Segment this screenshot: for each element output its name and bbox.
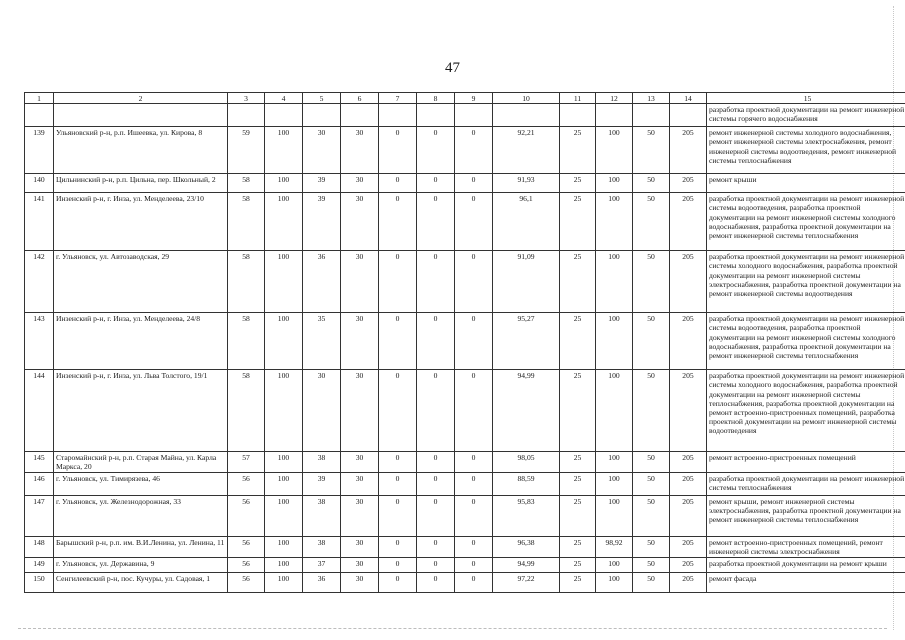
row-number-cell: 144 bbox=[25, 370, 54, 452]
works-cell: разработка проектной документации на ремонт инженерной системы холодного водоснабжения, разработка проектной документации на ремонт инженерной системы теплоснабжения, разработка проектной документации на ремонт встроенно-пристроенных помещений, разработка проектной документации на ремонт инженерной системы водоотведения bbox=[707, 370, 905, 452]
value-cell-c10 bbox=[493, 104, 560, 127]
row-number-cell: 139 bbox=[25, 127, 54, 174]
value-cell-c13: 50 bbox=[633, 572, 670, 592]
address-cell: г. Ульяновск, ул. Автозаводская, 29 bbox=[54, 251, 228, 313]
value-cell-c7 bbox=[379, 104, 417, 127]
table-row bbox=[25, 193, 905, 251]
value-cell-c14: 205 bbox=[670, 127, 707, 174]
value-cell-c14: 205 bbox=[670, 174, 707, 193]
address-cell: Барышский р-н, р.п. им. В.И.Ленина, ул. Ленина, 11 bbox=[54, 536, 228, 557]
value-cell-c11: 25 bbox=[560, 495, 596, 536]
column-number-2: 2 bbox=[54, 93, 228, 104]
address-cell: Инзенский р-н, г. Инза, ул. Менделеева, 24/8 bbox=[54, 313, 228, 370]
works-cell: разработка проектной документации на ремонт инженерной системы водоотведения, разработка проектной документации на ремонт инженерной системы холодного водоснабжения, разработка проектной документации на ремонт инженерной системы теплоснабжения bbox=[707, 313, 905, 370]
column-number-12: 12 bbox=[596, 93, 633, 104]
value-cell-c7: 0 bbox=[379, 174, 417, 193]
table-row bbox=[25, 536, 905, 557]
value-cell-c9: 0 bbox=[455, 251, 493, 313]
value-cell-c5: 36 bbox=[303, 572, 341, 592]
value-cell-c3: 56 bbox=[228, 572, 265, 592]
value-cell-c11: 25 bbox=[560, 472, 596, 495]
value-cell-c6 bbox=[341, 104, 379, 127]
row-number-cell: 148 bbox=[25, 536, 54, 557]
value-cell-c3: 58 bbox=[228, 193, 265, 251]
value-cell-c12 bbox=[596, 104, 633, 127]
value-cell-c6: 30 bbox=[341, 193, 379, 251]
address-cell bbox=[54, 104, 228, 127]
value-cell-c6: 30 bbox=[341, 174, 379, 193]
value-cell-c10: 97,22 bbox=[493, 572, 560, 592]
column-number-11: 11 bbox=[560, 93, 596, 104]
value-cell-c13: 50 bbox=[633, 193, 670, 251]
value-cell-c5: 30 bbox=[303, 127, 341, 174]
value-cell-c5: 35 bbox=[303, 313, 341, 370]
address-cell: Инзенский р-н, г. Инза, ул. Менделеева, 23/10 bbox=[54, 193, 228, 251]
value-cell-c13 bbox=[633, 104, 670, 127]
table-row bbox=[25, 127, 905, 174]
register-table bbox=[24, 92, 905, 593]
value-cell-c11: 25 bbox=[560, 536, 596, 557]
value-cell-c8: 0 bbox=[417, 572, 455, 592]
table-row bbox=[25, 452, 905, 472]
value-cell-c11: 25 bbox=[560, 174, 596, 193]
value-cell-c5: 36 bbox=[303, 251, 341, 313]
value-cell-c4: 100 bbox=[265, 370, 303, 452]
value-cell-c5: 39 bbox=[303, 174, 341, 193]
value-cell-c10: 98,05 bbox=[493, 452, 560, 472]
value-cell-c12: 100 bbox=[596, 193, 633, 251]
value-cell-c3: 56 bbox=[228, 536, 265, 557]
table-row bbox=[25, 174, 905, 193]
value-cell-c7: 0 bbox=[379, 313, 417, 370]
value-cell-c10: 88,59 bbox=[493, 472, 560, 495]
works-cell: ремонт встроенно-пристроенных помещений bbox=[707, 452, 905, 472]
value-cell-c5: 39 bbox=[303, 472, 341, 495]
value-cell-c12: 100 bbox=[596, 557, 633, 572]
value-cell-c10: 94,99 bbox=[493, 557, 560, 572]
row-number-cell: 142 bbox=[25, 251, 54, 313]
column-number-10: 10 bbox=[493, 93, 560, 104]
value-cell-c12: 100 bbox=[596, 174, 633, 193]
value-cell-c13: 50 bbox=[633, 495, 670, 536]
column-number-13: 13 bbox=[633, 93, 670, 104]
value-cell-c7: 0 bbox=[379, 370, 417, 452]
value-cell-c5: 30 bbox=[303, 370, 341, 452]
value-cell-c5: 37 bbox=[303, 557, 341, 572]
value-cell-c12: 100 bbox=[596, 452, 633, 472]
value-cell-c14: 205 bbox=[670, 472, 707, 495]
table-row bbox=[25, 370, 905, 452]
value-cell-c11: 25 bbox=[560, 572, 596, 592]
value-cell-c14: 205 bbox=[670, 536, 707, 557]
works-cell: ремонт фасада bbox=[707, 572, 905, 592]
value-cell-c11: 25 bbox=[560, 251, 596, 313]
value-cell-c9: 0 bbox=[455, 452, 493, 472]
value-cell-c6: 30 bbox=[341, 572, 379, 592]
works-cell: разработка проектной документации на ремонт инженерной системы теплоснабжения bbox=[707, 472, 905, 495]
value-cell-c11: 25 bbox=[560, 452, 596, 472]
value-cell-c6: 30 bbox=[341, 495, 379, 536]
value-cell-c8 bbox=[417, 104, 455, 127]
table-row bbox=[25, 557, 905, 572]
value-cell-c9: 0 bbox=[455, 313, 493, 370]
value-cell-c11: 25 bbox=[560, 313, 596, 370]
value-cell-c4: 100 bbox=[265, 174, 303, 193]
value-cell-c11 bbox=[560, 104, 596, 127]
value-cell-c12: 100 bbox=[596, 127, 633, 174]
value-cell-c14: 205 bbox=[670, 313, 707, 370]
value-cell-c9: 0 bbox=[455, 536, 493, 557]
row-number-cell: 145 bbox=[25, 452, 54, 472]
value-cell-c3: 56 bbox=[228, 472, 265, 495]
value-cell-c8: 0 bbox=[417, 313, 455, 370]
value-cell-c9: 0 bbox=[455, 127, 493, 174]
column-number-15: 15 bbox=[707, 93, 905, 104]
value-cell-c3: 59 bbox=[228, 127, 265, 174]
table-row bbox=[25, 472, 905, 495]
value-cell-c5: 38 bbox=[303, 536, 341, 557]
column-number-row bbox=[25, 93, 905, 104]
value-cell-c3: 57 bbox=[228, 452, 265, 472]
value-cell-c10: 95,83 bbox=[493, 495, 560, 536]
value-cell-c4: 100 bbox=[265, 193, 303, 251]
value-cell-c8: 0 bbox=[417, 472, 455, 495]
address-cell: Цильнинский р-н, р.п. Цильна, пер. Школьный, 2 bbox=[54, 174, 228, 193]
value-cell-c12: 100 bbox=[596, 370, 633, 452]
value-cell-c4: 100 bbox=[265, 127, 303, 174]
value-cell-c3: 58 bbox=[228, 370, 265, 452]
value-cell-c3: 58 bbox=[228, 251, 265, 313]
works-cell: разработка проектной документации на ремонт инженерной системы горячего водоснабжения bbox=[707, 104, 905, 127]
row-number-cell: 146 bbox=[25, 472, 54, 495]
value-cell-c12: 100 bbox=[596, 251, 633, 313]
value-cell-c5 bbox=[303, 104, 341, 127]
address-cell: г. Ульяновск, ул. Железнодорожная, 33 bbox=[54, 495, 228, 536]
value-cell-c13: 50 bbox=[633, 452, 670, 472]
value-cell-c6: 30 bbox=[341, 313, 379, 370]
value-cell-c3 bbox=[228, 104, 265, 127]
works-cell: разработка проектной документации на ремонт крыши bbox=[707, 557, 905, 572]
value-cell-c10: 91,93 bbox=[493, 174, 560, 193]
value-cell-c14: 205 bbox=[670, 495, 707, 536]
value-cell-c7: 0 bbox=[379, 572, 417, 592]
works-cell: ремонт встроенно-пристроенных помещений, ремонт инженерной системы электроснабжения bbox=[707, 536, 905, 557]
value-cell-c12: 100 bbox=[596, 495, 633, 536]
value-cell-c5: 38 bbox=[303, 452, 341, 472]
value-cell-c4: 100 bbox=[265, 495, 303, 536]
value-cell-c12: 100 bbox=[596, 472, 633, 495]
value-cell-c8: 0 bbox=[417, 495, 455, 536]
value-cell-c6: 30 bbox=[341, 127, 379, 174]
value-cell-c13: 50 bbox=[633, 251, 670, 313]
value-cell-c14: 205 bbox=[670, 572, 707, 592]
value-cell-c8: 0 bbox=[417, 452, 455, 472]
value-cell-c7: 0 bbox=[379, 251, 417, 313]
value-cell-c8: 0 bbox=[417, 193, 455, 251]
value-cell-c8: 0 bbox=[417, 557, 455, 572]
column-number-5: 5 bbox=[303, 93, 341, 104]
value-cell-c9: 0 bbox=[455, 572, 493, 592]
column-number-1: 1 bbox=[25, 93, 54, 104]
works-cell: ремонт инженерной системы холодного водоснабжения, ремонт инженерной системы электроснабжения, ремонт инженерной системы водоотведения, ремонт инженерной системы теплоснабжения bbox=[707, 127, 905, 174]
row-number-cell bbox=[25, 104, 54, 127]
value-cell-c4: 100 bbox=[265, 536, 303, 557]
works-cell: ремонт крыши bbox=[707, 174, 905, 193]
value-cell-c6: 30 bbox=[341, 472, 379, 495]
value-cell-c9: 0 bbox=[455, 495, 493, 536]
value-cell-c8: 0 bbox=[417, 127, 455, 174]
row-number-cell: 149 bbox=[25, 557, 54, 572]
value-cell-c10: 95,27 bbox=[493, 313, 560, 370]
value-cell-c3: 58 bbox=[228, 313, 265, 370]
value-cell-c13: 50 bbox=[633, 174, 670, 193]
value-cell-c8: 0 bbox=[417, 536, 455, 557]
works-cell: ремонт крыши, ремонт инженерной системы электроснабжения, разработка проектной документации на ремонт инженерной системы теплоснабжения bbox=[707, 495, 905, 536]
value-cell-c4 bbox=[265, 104, 303, 127]
value-cell-c6: 30 bbox=[341, 557, 379, 572]
value-cell-c4: 100 bbox=[265, 452, 303, 472]
value-cell-c11: 25 bbox=[560, 127, 596, 174]
row-number-cell: 141 bbox=[25, 193, 54, 251]
value-cell-c7: 0 bbox=[379, 536, 417, 557]
row-number-cell: 147 bbox=[25, 495, 54, 536]
value-cell-c8: 0 bbox=[417, 174, 455, 193]
value-cell-c6: 30 bbox=[341, 536, 379, 557]
value-cell-c6: 30 bbox=[341, 370, 379, 452]
table-row bbox=[25, 572, 905, 592]
value-cell-c7: 0 bbox=[379, 127, 417, 174]
value-cell-c12: 98,92 bbox=[596, 536, 633, 557]
value-cell-c9: 0 bbox=[455, 557, 493, 572]
row-number-cell: 150 bbox=[25, 572, 54, 592]
value-cell-c14: 205 bbox=[670, 452, 707, 472]
column-number-14: 14 bbox=[670, 93, 707, 104]
column-number-4: 4 bbox=[265, 93, 303, 104]
value-cell-c3: 56 bbox=[228, 557, 265, 572]
value-cell-c14: 205 bbox=[670, 193, 707, 251]
value-cell-c9: 0 bbox=[455, 472, 493, 495]
value-cell-c5: 38 bbox=[303, 495, 341, 536]
value-cell-c6: 30 bbox=[341, 251, 379, 313]
value-cell-c12: 100 bbox=[596, 572, 633, 592]
value-cell-c4: 100 bbox=[265, 251, 303, 313]
column-number-3: 3 bbox=[228, 93, 265, 104]
value-cell-c12: 100 bbox=[596, 313, 633, 370]
address-cell: Старомайнский р-н, р.п. Старая Майна, ул. Карла Маркса, 20 bbox=[54, 452, 228, 472]
value-cell-c8: 0 bbox=[417, 251, 455, 313]
value-cell-c8: 0 bbox=[417, 370, 455, 452]
value-cell-c7: 0 bbox=[379, 557, 417, 572]
value-cell-c13: 50 bbox=[633, 127, 670, 174]
continuation-row bbox=[25, 104, 905, 127]
table-row bbox=[25, 251, 905, 313]
works-cell: разработка проектной документации на ремонт инженерной системы холодного водоснабжения, разработка проектной документации на ремонт инженерной системы электроснабжения, разработка проектной документации на ремонт инженерной системы водоотведения bbox=[707, 251, 905, 313]
page-bottom-dashed-line bbox=[18, 628, 887, 629]
value-cell-c13: 50 bbox=[633, 536, 670, 557]
value-cell-c4: 100 bbox=[265, 572, 303, 592]
address-cell: Инзенский р-н, г. Инза, ул. Льва Толстого, 19/1 bbox=[54, 370, 228, 452]
row-number-cell: 140 bbox=[25, 174, 54, 193]
value-cell-c11: 25 bbox=[560, 370, 596, 452]
value-cell-c4: 100 bbox=[265, 557, 303, 572]
page-number: 47 bbox=[445, 60, 460, 76]
value-cell-c3: 58 bbox=[228, 174, 265, 193]
value-cell-c10: 91,09 bbox=[493, 251, 560, 313]
value-cell-c14: 205 bbox=[670, 557, 707, 572]
value-cell-c9: 0 bbox=[455, 370, 493, 452]
column-number-9: 9 bbox=[455, 93, 493, 104]
address-cell: г. Ульяновск, ул. Тимирязева, 46 bbox=[54, 472, 228, 495]
value-cell-c9: 0 bbox=[455, 193, 493, 251]
table-row bbox=[25, 495, 905, 536]
value-cell-c9: 0 bbox=[455, 174, 493, 193]
value-cell-c13: 50 bbox=[633, 472, 670, 495]
value-cell-c6: 30 bbox=[341, 452, 379, 472]
value-cell-c13: 50 bbox=[633, 370, 670, 452]
value-cell-c13: 50 bbox=[633, 557, 670, 572]
value-cell-c14: 205 bbox=[670, 251, 707, 313]
value-cell-c10: 92,21 bbox=[493, 127, 560, 174]
table-row bbox=[25, 313, 905, 370]
row-number-cell: 143 bbox=[25, 313, 54, 370]
value-cell-c5: 39 bbox=[303, 193, 341, 251]
value-cell-c4: 100 bbox=[265, 313, 303, 370]
works-cell: разработка проектной документации на ремонт инженерной системы водоотведения, разработка проектной документации на ремонт инженерной системы холодного водоснабжения, разработка проектной документации на ремонт инженерной системы теплоснабжения bbox=[707, 193, 905, 251]
value-cell-c13: 50 bbox=[633, 313, 670, 370]
value-cell-c7: 0 bbox=[379, 193, 417, 251]
value-cell-c10: 96,1 bbox=[493, 193, 560, 251]
value-cell-c14 bbox=[670, 104, 707, 127]
column-number-7: 7 bbox=[379, 93, 417, 104]
value-cell-c9 bbox=[455, 104, 493, 127]
value-cell-c7: 0 bbox=[379, 472, 417, 495]
value-cell-c14: 205 bbox=[670, 370, 707, 452]
value-cell-c11: 25 bbox=[560, 193, 596, 251]
column-number-6: 6 bbox=[341, 93, 379, 104]
column-number-8: 8 bbox=[417, 93, 455, 104]
value-cell-c10: 94,99 bbox=[493, 370, 560, 452]
value-cell-c10: 96,38 bbox=[493, 536, 560, 557]
value-cell-c4: 100 bbox=[265, 472, 303, 495]
address-cell: г. Ульяновск, ул. Державина, 9 bbox=[54, 557, 228, 572]
value-cell-c11: 25 bbox=[560, 557, 596, 572]
address-cell: Ульяновский р-н, р.п. Ишеевка, ул. Кирова, 8 bbox=[54, 127, 228, 174]
value-cell-c3: 56 bbox=[228, 495, 265, 536]
address-cell: Сенгилеевский р-н, пос. Кучуры, ул. Садовая, 1 bbox=[54, 572, 228, 592]
value-cell-c7: 0 bbox=[379, 452, 417, 472]
value-cell-c7: 0 bbox=[379, 495, 417, 536]
